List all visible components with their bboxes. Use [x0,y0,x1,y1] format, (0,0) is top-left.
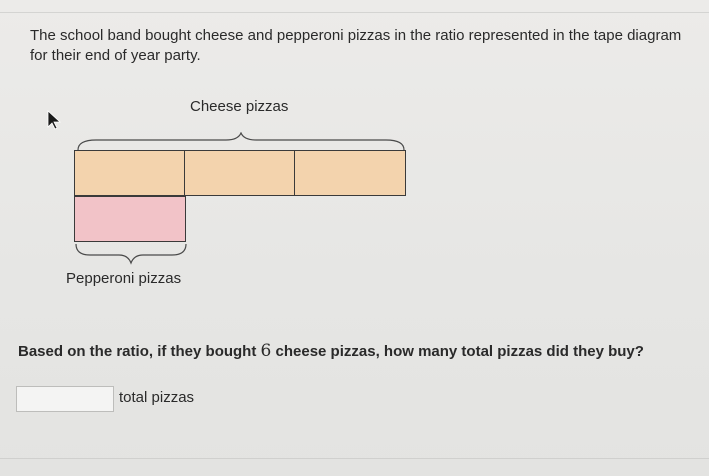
mouse-cursor-icon [46,110,62,130]
pepperoni-brace [74,243,188,265]
question-prefix: Based on the ratio, if they bought [18,343,257,360]
question-suffix: cheese pizzas, how many total pizzas did they buy? [275,343,644,360]
cheese-pizzas-label: Cheese pizzas [190,98,289,115]
cheese-tape [74,150,406,196]
cheese-unit [295,151,405,195]
top-divider [0,12,709,13]
answer-suffix-label: total pizzas [119,389,195,406]
question-text [18,341,644,361]
question-number: 6 [260,341,272,361]
answer-input[interactable] [16,386,114,412]
pepperoni-pizzas-label: Pepperoni pizzas [66,270,182,287]
cheese-unit [185,151,295,195]
cheese-unit [75,151,185,195]
cheese-brace [76,132,406,152]
bottom-divider [0,458,709,459]
pepperoni-unit [74,196,186,242]
problem-intro: The school band bought cheese and pepperoni pizzas in the ratio represented in the tape diagram for their end of year party. [30,27,682,64]
